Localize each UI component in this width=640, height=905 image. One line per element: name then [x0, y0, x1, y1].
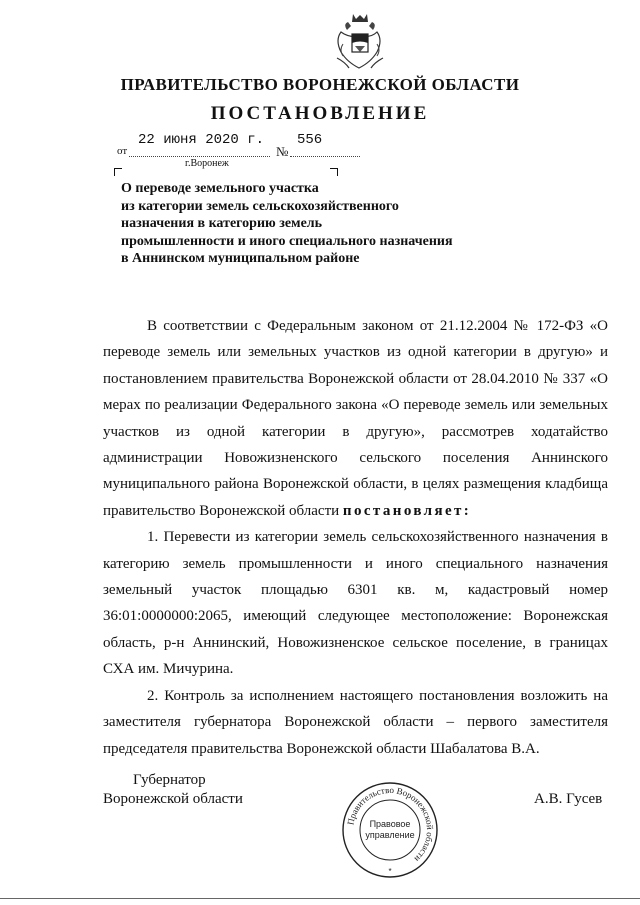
from-label: от: [117, 145, 128, 157]
signatory-position-line2: Воронежской области: [103, 791, 243, 807]
decree-word: постановляет:: [342, 502, 472, 519]
preamble-text: В соответствии с Федеральным законом от 21.12.2004 № 172-ФЗ «О переводе земель или земельных участков из одной категории в другую» и постановлением правительства Воронежской области от 28.04.2010 № 337 «О мерах по реализации Федерального закона «О переводе земель или земельных участков из одной категории в другую», рассмотрев ходатайство администрации Новожизненского сельского поселения Аннинского муниципального района Воронежской области, в целях размещения кладбища правительство Воронежской области: [103, 318, 608, 519]
subject-line: в Аннинском муниципальном районе: [121, 251, 360, 267]
body-item-2: 2. Контроль за исполнением настоящего постановления возложить на заместителя губернатора Воронежской области – первого заместителя председателя правительства Воронежской области Шабалатова В.А.: [103, 687, 608, 757]
government-title: ПРАВИТЕЛЬСТВО ВОРОНЕЖСКОЙ ОБЛАСТИ: [120, 75, 520, 94]
body-item-1: 1. Перевести из категории земель сельскохозяйственного назначения в категорию земель промышленности и иного специального назначения земельный участок площадью 6301 кв. м, кадастровый номер 36:01:0000000:2065, имеющий следующее местоположение: Воронежская область, р-н Аннинский, Новожизненское сельское поселение, в границах СХА им. Мичурина.: [103, 529, 608, 678]
stamp-inner-line2: управление: [365, 830, 415, 840]
subject-corner-right: [330, 168, 338, 176]
document-body: [103, 313, 608, 762]
subject-line: назначения в категорию земель: [121, 216, 323, 232]
signatory-name: А.В. Гусев: [534, 791, 603, 807]
subject-line: из категории земель сельскохозяйственного: [121, 198, 399, 214]
bottom-divider: [0, 898, 640, 899]
number-underline: [290, 156, 360, 157]
signatory-position-line1: Губернатор: [133, 772, 206, 788]
city-label: г.Воронеж: [185, 158, 229, 169]
legal-department-stamp: [340, 780, 440, 880]
preamble-paragraph: [103, 313, 608, 524]
coat-of-arms-icon: [331, 10, 389, 72]
document-date: 22 июня 2020 г.: [138, 132, 265, 148]
subject-line: О переводе земельного участка: [121, 181, 319, 196]
date-underline: [129, 156, 270, 157]
document-number: 556: [297, 132, 323, 148]
stamp-inner-line1: Правовое: [369, 819, 411, 829]
stamp-star: *: [388, 867, 392, 876]
number-label: №: [276, 144, 289, 159]
document-type-title: ПОСТАНОВЛЕНИЕ: [210, 103, 430, 124]
subject-corner-left: [114, 168, 122, 176]
stamp-ring-text: Правительство Воронежской области: [345, 784, 436, 865]
subject-line: промышленности и иного специального назначения: [121, 233, 453, 249]
document-subject: [121, 180, 453, 268]
